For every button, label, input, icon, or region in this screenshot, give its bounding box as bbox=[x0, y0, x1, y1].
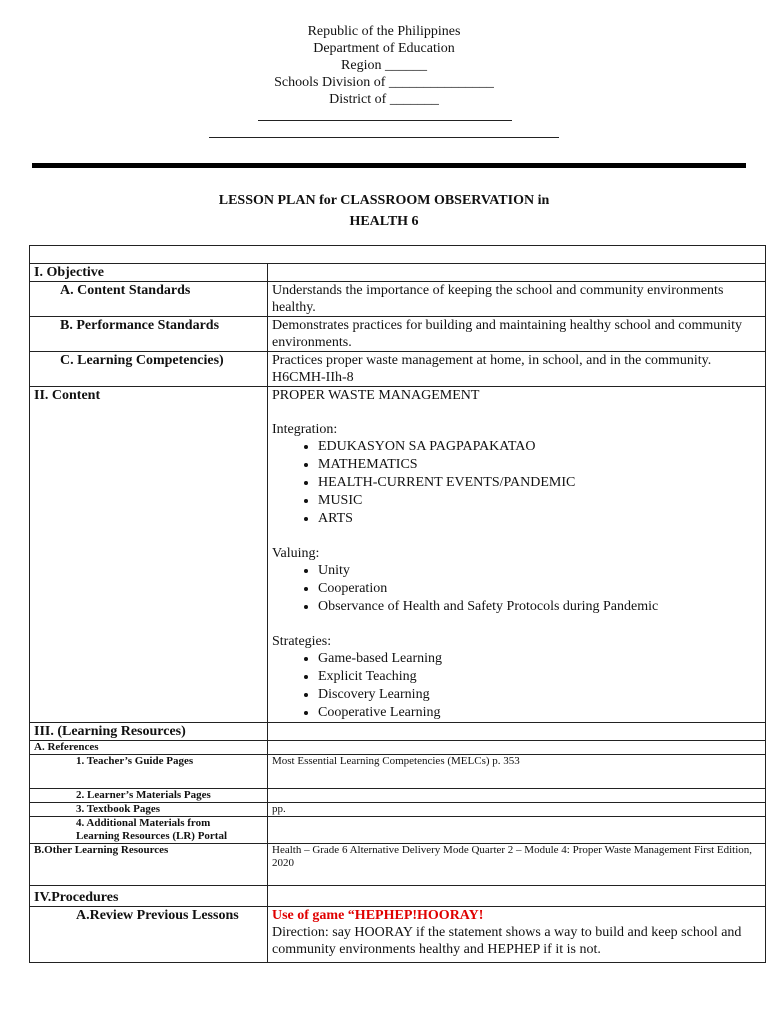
list-item: • HEALTH-CURRENT EVENTS/PANDEMIC bbox=[318, 474, 761, 492]
additional-materials-empty bbox=[268, 817, 766, 844]
list-item: • MATHEMATICS bbox=[318, 456, 761, 474]
review-lessons-label: A.Review Previous Lessons bbox=[30, 907, 268, 963]
resources-empty bbox=[268, 723, 766, 741]
table-row bbox=[30, 387, 766, 723]
blank-line-1 bbox=[258, 120, 512, 121]
table-row bbox=[30, 317, 766, 352]
strategies-list bbox=[272, 650, 761, 722]
content-heading: II. Content bbox=[30, 387, 268, 723]
header-divider bbox=[32, 163, 746, 168]
list-item: • Explicit Teaching bbox=[318, 668, 761, 686]
list-item: • ARTS bbox=[318, 510, 761, 528]
resources-heading: III. (Learning Resources) bbox=[30, 723, 268, 741]
list-item: • Unity bbox=[318, 562, 761, 580]
list-item: • EDUKASYON SA PAGPAPAKATAO bbox=[318, 438, 761, 456]
additional-materials-line-1: 4. Additional Materials from bbox=[76, 817, 211, 829]
table-row bbox=[30, 264, 766, 282]
letterhead bbox=[0, 23, 768, 108]
table-row bbox=[30, 886, 766, 907]
region-line: Region ______ bbox=[341, 58, 427, 73]
competency-code: H6CMH-IIh-8 bbox=[272, 370, 354, 385]
learning-competencies-label: C. Learning Competencies) bbox=[30, 352, 268, 387]
references-empty bbox=[268, 741, 766, 755]
table-row bbox=[30, 741, 766, 755]
teachers-guide-label: 1. Teacher’s Guide Pages bbox=[30, 755, 268, 789]
performance-standards-label: B. Performance Standards bbox=[30, 317, 268, 352]
title-line-2: HEALTH 6 bbox=[349, 214, 419, 229]
table-row bbox=[30, 817, 766, 844]
title-line-1: LESSON PLAN for CLASSROOM OBSERVATION in bbox=[218, 193, 550, 208]
list-item: • MUSIC bbox=[318, 492, 761, 510]
list-item: • Cooperative Learning bbox=[318, 704, 761, 722]
blank-top-row bbox=[30, 246, 766, 264]
content-standards-label: A. Content Standards bbox=[30, 282, 268, 317]
table-row bbox=[30, 789, 766, 803]
integration-list bbox=[272, 438, 761, 528]
table-row bbox=[30, 246, 766, 264]
teachers-guide-value: Most Essential Learning Competencies (MELCs) p. 353 bbox=[268, 755, 766, 789]
table-row bbox=[30, 723, 766, 741]
other-resources-value: Health – Grade 6 Alternative Delivery Mode Quarter 2 – Module 4: Proper Waste Management First Edition, 2020 bbox=[268, 844, 766, 886]
learning-competencies-text: Practices proper waste management at home, in school, and in the community. bbox=[272, 353, 712, 368]
learning-competencies-cell bbox=[268, 352, 766, 387]
table-row bbox=[30, 282, 766, 317]
division-line: Schools Division of _______________ bbox=[274, 75, 494, 90]
list-item: • Game-based Learning bbox=[318, 650, 761, 668]
table-row bbox=[30, 803, 766, 817]
republic-line: Republic of the Philippines bbox=[307, 24, 461, 39]
additional-materials-line-2: Learning Resources (LR) Portal bbox=[76, 830, 228, 842]
game-direction: Direction: say HOORAY if the statement shows a way to build and keep school and community environments healthy and HEPHEP if it is not. bbox=[272, 925, 742, 957]
list-item: • Cooperation bbox=[318, 580, 761, 598]
textbook-value: pp. bbox=[268, 803, 766, 817]
additional-materials-label bbox=[30, 817, 268, 844]
department-line: Department of Education bbox=[313, 41, 455, 56]
integration-label: Integration: bbox=[272, 422, 338, 437]
learners-materials-empty bbox=[268, 789, 766, 803]
objective-heading: I. Objective bbox=[30, 264, 268, 282]
game-title: Use of game “HEPHEP!HOORAY! bbox=[272, 908, 484, 923]
performance-standards-text: Demonstrates practices for building and maintaining healthy school and community environments. bbox=[268, 317, 766, 352]
learners-materials-label: 2. Learner’s Materials Pages bbox=[30, 789, 268, 803]
review-lessons-cell bbox=[268, 907, 766, 963]
table-row bbox=[30, 755, 766, 789]
district-line: District of _______ bbox=[329, 92, 439, 107]
table-row bbox=[30, 844, 766, 886]
objective-empty bbox=[268, 264, 766, 282]
content-topic: PROPER WASTE MANAGEMENT bbox=[272, 388, 480, 403]
valuing-label: Valuing: bbox=[272, 546, 320, 561]
list-item: • Discovery Learning bbox=[318, 686, 761, 704]
references-label: A. References bbox=[30, 741, 268, 755]
textbook-label: 3. Textbook Pages bbox=[30, 803, 268, 817]
list-item: • Observance of Health and Safety Protocols during Pandemic bbox=[318, 598, 761, 616]
lesson-plan-table bbox=[29, 245, 766, 963]
content-cell bbox=[268, 387, 766, 723]
valuing-list bbox=[272, 562, 761, 616]
other-resources-label: B.Other Learning Resources bbox=[30, 844, 268, 886]
table-row bbox=[30, 352, 766, 387]
procedures-heading: IV.Procedures bbox=[30, 886, 268, 907]
document-title bbox=[0, 190, 768, 232]
strategies-label: Strategies: bbox=[272, 634, 332, 649]
content-standards-text: Understands the importance of keeping the school and community environments healthy. bbox=[268, 282, 766, 317]
table-row bbox=[30, 907, 766, 963]
procedures-empty bbox=[268, 886, 766, 907]
blank-line-2 bbox=[209, 137, 559, 138]
